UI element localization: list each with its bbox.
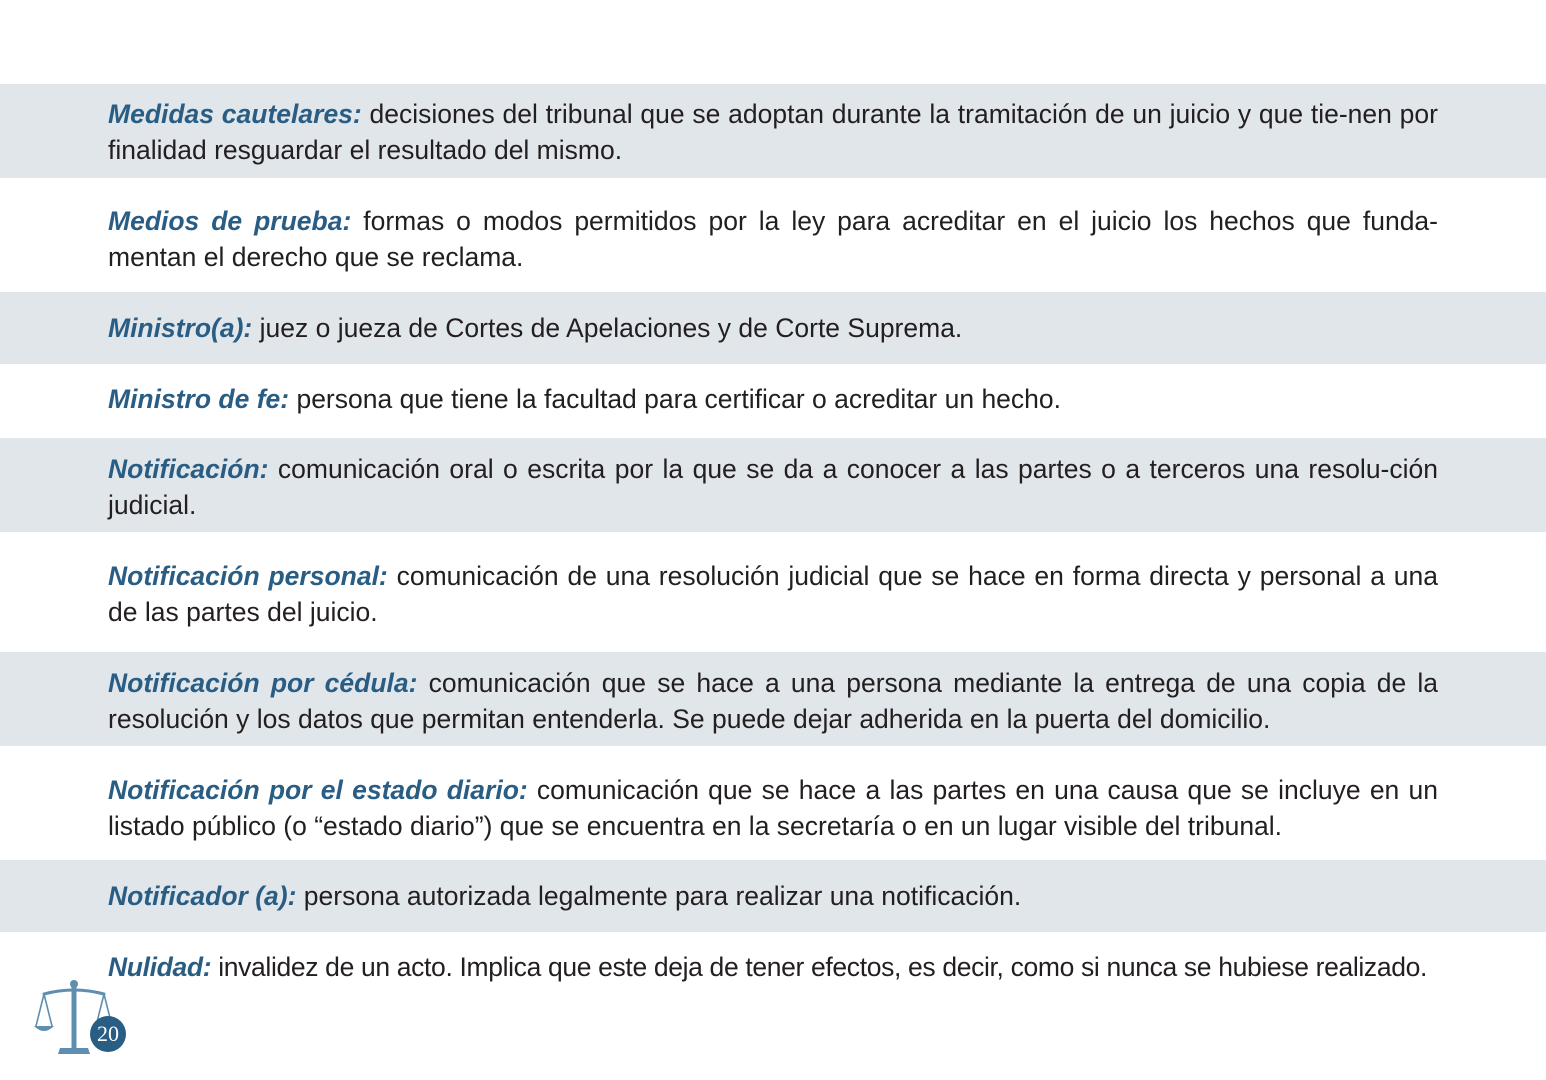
glossary-definition: comunicación de una resolución judicial que se hace en forma directa y personal a una de las partes del juicio. xyxy=(108,561,1439,627)
glossary-row-nulidad xyxy=(0,932,1546,1002)
glossary-definition: decisiones del tribunal que se adoptan durante la tramitación de un juicio y que tie-nen por finalidad resguardar el resultado del mismo. xyxy=(108,99,1438,165)
glossary-term: Medidas cautelares: xyxy=(108,99,362,129)
glossary-row-notificacion xyxy=(0,438,1546,532)
glossary-row-notificacion-estado-diario xyxy=(0,746,1546,860)
glossary-row-medios-de-prueba xyxy=(0,178,1546,292)
page-number-badge: 20 xyxy=(90,1016,126,1052)
glossary-row-medidas-cautelares xyxy=(0,84,1546,178)
glossary-entry xyxy=(108,203,1438,275)
glossary-entry xyxy=(108,310,1438,346)
glossary-row-ministro xyxy=(0,292,1546,364)
glossary-entry xyxy=(108,665,1438,737)
glossary-row-notificador xyxy=(0,860,1546,932)
glossary-term: Notificación personal: xyxy=(108,561,388,591)
glossary-entry xyxy=(108,772,1438,844)
glossary-row-notificacion-personal xyxy=(0,532,1546,652)
glossary-term: Ministro de fe: xyxy=(108,384,290,414)
glossary-definition: comunicación oral o escrita por la que se da a conocer a las partes o a terceros una resolu-ción judicial. xyxy=(108,454,1438,520)
glossary-definition: persona que tiene la facultad para certificar o acreditar un hecho. xyxy=(289,384,1062,414)
glossary-term: Notificación por el estado diario: xyxy=(108,775,528,805)
glossary-term: Medios de prueba: xyxy=(108,206,352,236)
glossary-entry xyxy=(108,878,1438,914)
glossary-row-notificacion-por-cedula xyxy=(0,652,1546,746)
glossary-definition: juez o jueza de Cortes de Apelaciones y de Corte Suprema. xyxy=(252,313,963,343)
glossary-term: Notificador (a): xyxy=(108,881,297,911)
glossary-term: Notificación por cédula: xyxy=(108,668,418,698)
glossary-term: Notificación: xyxy=(108,454,269,484)
glossary-definition: comunicación que se hace a una persona mediante la entrega de una copia de la resolución y los datos que permitan entenderla. Se puede dejar adherida en la puerta del domicilio. xyxy=(108,668,1438,734)
glossary-entry xyxy=(108,558,1438,630)
glossary-entry xyxy=(108,949,1438,985)
glossary-definition: invalidez de un acto. Implica que este deja de tener efectos, es decir, como si nunca se hubiese realizado. xyxy=(211,952,1428,982)
glossary-row-ministro-de-fe xyxy=(0,364,1546,438)
glossary-term: Nulidad: xyxy=(108,952,212,982)
glossary-entry xyxy=(108,381,1438,417)
glossary-definition: persona autorizada legalmente para realizar una notificación. xyxy=(296,881,1022,911)
glossary-definition: comunicación que se hace a las partes en una causa que se incluye en un listado público (o “estado diario”) que se encuentra en la secretaría o en un lugar visible del tribunal. xyxy=(108,775,1438,841)
glossary-entry xyxy=(108,96,1438,168)
glossary-entry xyxy=(108,451,1438,523)
glossary-term: Ministro(a): xyxy=(108,313,253,343)
glossary-definition: formas o modos permitidos por la ley para acreditar en el juicio los hechos que funda-mentan el derecho que se reclama. xyxy=(108,206,1438,272)
